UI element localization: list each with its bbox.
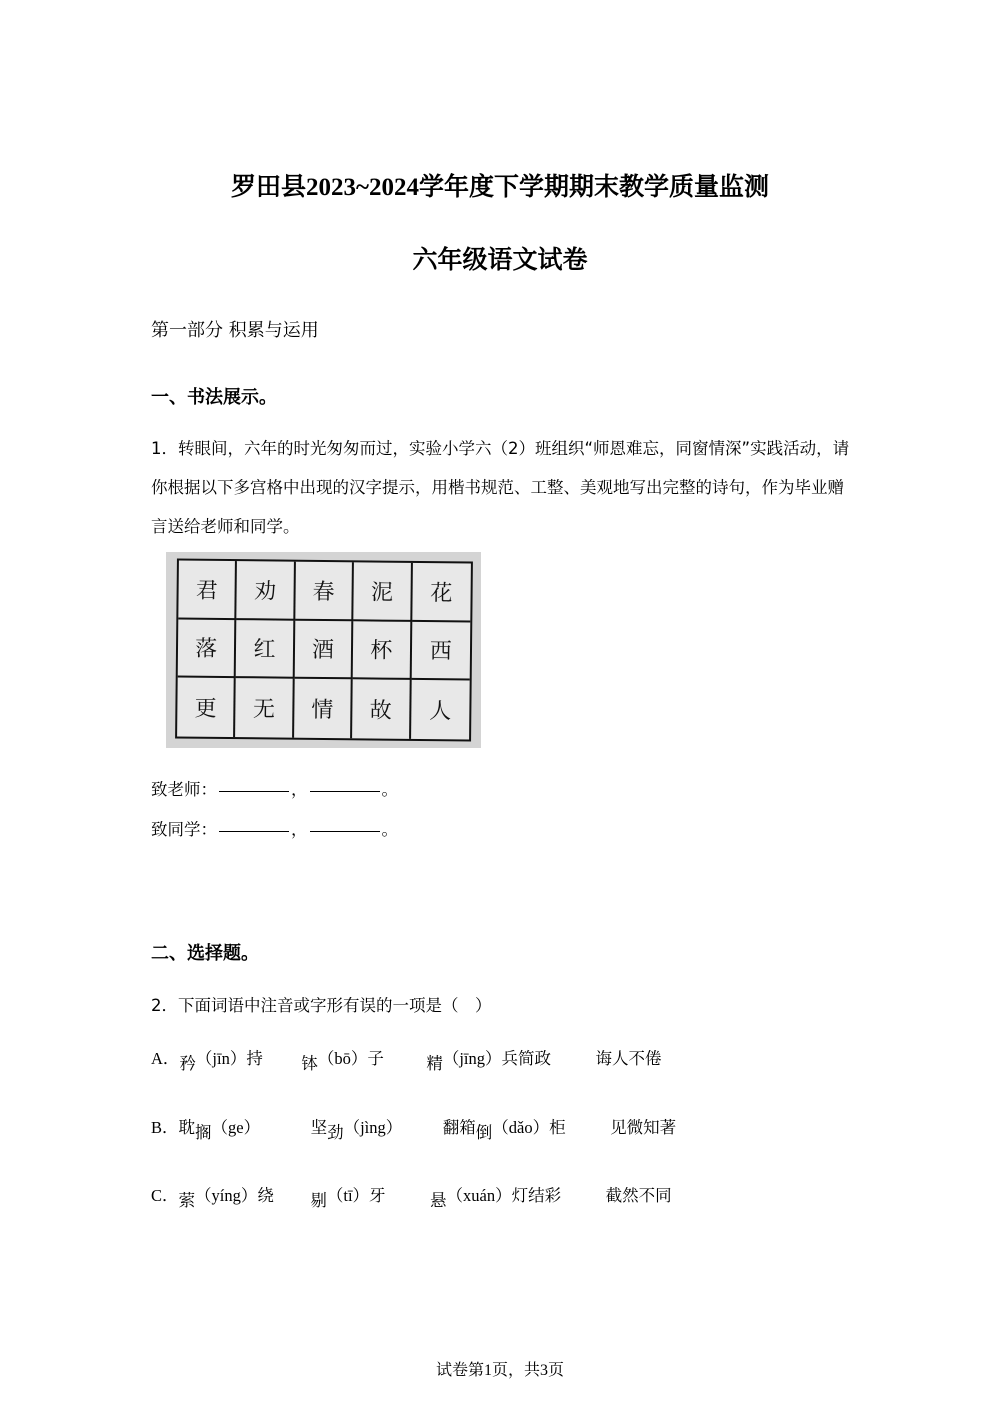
exam-title-line1: 罗田县2023~2024学年度下学期期末教学质量监测 [230,172,770,201]
section-heading-calligraphy: 一、书法展示。 [151,387,277,408]
page-number: 1 [483,1362,492,1379]
exam-title-line2: 六年级语文试卷 [412,245,588,274]
answer-line-teacher: 致老师： ， 。 [151,780,398,799]
answer-blank[interactable] [310,790,380,792]
grid-cell: 情 [294,679,353,738]
grid-cell: 故 [352,680,411,739]
grid-cell: 花 [412,563,471,622]
section-heading-choice: 二、选择题。 [151,943,259,964]
question-2-text: 2．下面词语中注音或字形有误的一项是（ ） [151,996,492,1015]
option-c[interactable]: C．萦（yíng）绕 剔（tī）牙 悬（xuán）灯结彩 截然不同 [151,1186,672,1210]
grid-cell: 劝 [237,561,296,620]
character-grid [175,558,473,741]
grid-cell: 泥 [353,562,412,621]
option-a[interactable]: A．矜（jīn）持 钵（bō）子 精（jīng）兵简政 诲人不倦 [151,1049,662,1073]
grid-cell: 酒 [294,620,353,679]
option-b[interactable]: B．耽搁（ge） 坚劲（jìng） 翻箱倒（dǎo）柜 见微知著 [151,1118,677,1142]
grid-cell: 杯 [353,621,412,680]
grid-cell: 红 [236,620,295,679]
character-grid-image [166,552,481,748]
answer-blank[interactable] [219,830,289,832]
grid-cell: 更 [177,678,236,737]
page-footer: 试卷第1页，共3页 [435,1360,565,1379]
grid-cell: 西 [411,622,470,681]
grid-cell: 落 [178,619,237,678]
grid-cell: 人 [429,699,452,725]
question-1-text: 1．转眼间，六年的时光匆匆而过，实验小学六（2）班组织“师恩难忘，同窗情深”实践活动，请你根据以下多宫格中出现的汉字提示，用楷书规范、工整、美观地写出完整的诗句，作为毕业赠言送给老师和同学。 [151,439,850,536]
school-year: 2023~2024 [305,174,419,201]
answer-blank[interactable] [219,790,289,792]
answer-line-classmate: 致同学： ， 。 [151,820,398,839]
grid-cell: 君 [178,560,237,619]
grid-cell: 春 [295,562,354,621]
part-heading: 第一部分 积累与运用 [151,320,319,341]
page-total: 3 [540,1362,548,1379]
grid-cell: 无 [235,678,294,737]
answer-blank[interactable] [310,830,380,832]
